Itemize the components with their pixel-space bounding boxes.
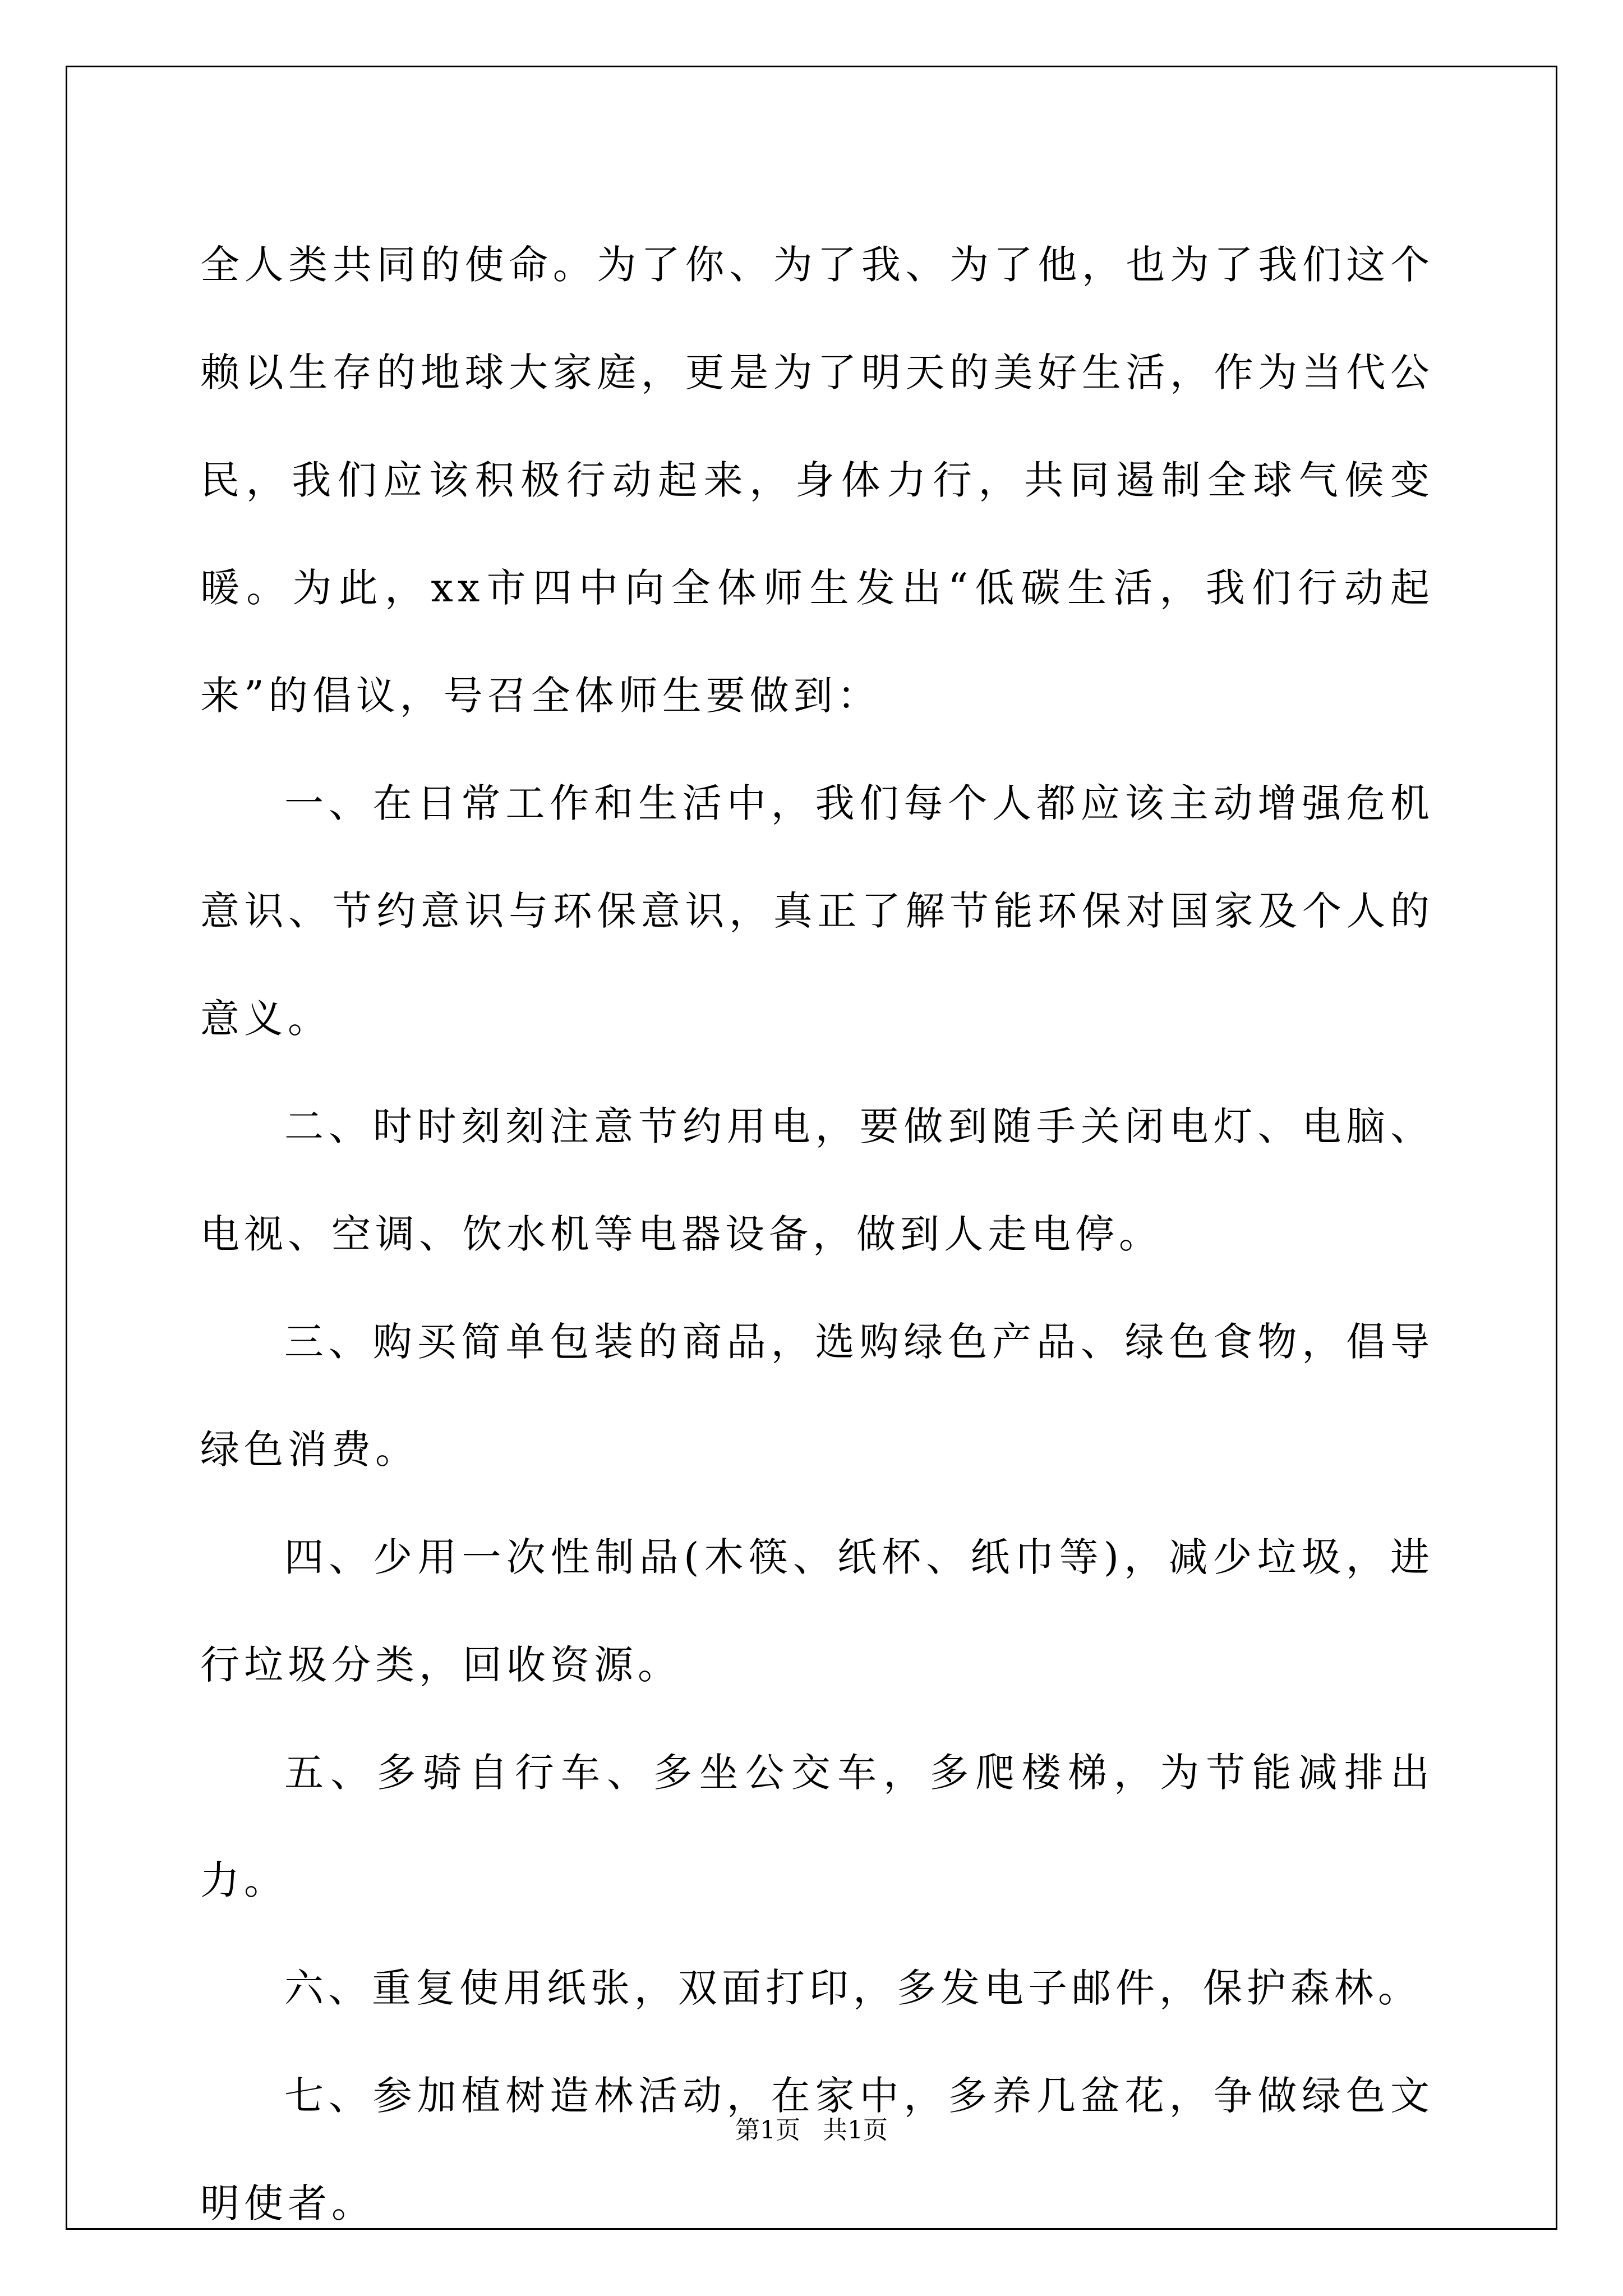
paragraph-item-6: 六、重复使用纸张，双面打印，多发电子邮件，保护森林。 xyxy=(284,1965,1422,2011)
paragraph-item-2: 二、时时刻刻注意节约用电，要做到随手关闭电灯、电脑、电视、空调、饮水机等电器设备，做到人走电停。 xyxy=(200,1103,1434,1257)
paragraph-item-7: 七、参加植树造林活动，在家中，多养几盆花，争做绿色文明使者。 xyxy=(200,2073,1434,2226)
paragraph-item-4: 四、少用一次性制品(木筷、纸杯、纸巾等)，减少垃圾，进行垃圾分类，回收资源。 xyxy=(200,1534,1434,1688)
document-body xyxy=(200,211,1434,2257)
page-footer xyxy=(0,2114,1623,2147)
paragraph-item-3: 三、购买简单包装的商品，选购绿色产品、绿色食物，倡导绿色消费。 xyxy=(200,1319,1434,1473)
paragraph-item-1: 一、在日常工作和生活中，我们每个人都应该主动增强危机意识、节约意识与环保意识，真正了解节能环保对国家及个人的意义。 xyxy=(200,780,1434,1042)
page-number: 第1页 xyxy=(735,2116,800,2145)
paragraph-intro: 全人类共同的使命。为了你、为了我、为了他，也为了我们这个赖以生存的地球大家庭，更是为了明天的美好生活，作为当代公民，我们应该积极行动起来，身体力行，共同遏制全球气候变暖。为此，xx市四中向全体师生发出“低碳生活，我们行动起来”的倡议，号召全体师生要做到： xyxy=(200,242,1434,719)
page-total: 共1页 xyxy=(823,2116,888,2145)
paragraph-item-5: 五、多骑自行车、多坐公交车，多爬楼梯，为节能减排出力。 xyxy=(200,1750,1434,1903)
